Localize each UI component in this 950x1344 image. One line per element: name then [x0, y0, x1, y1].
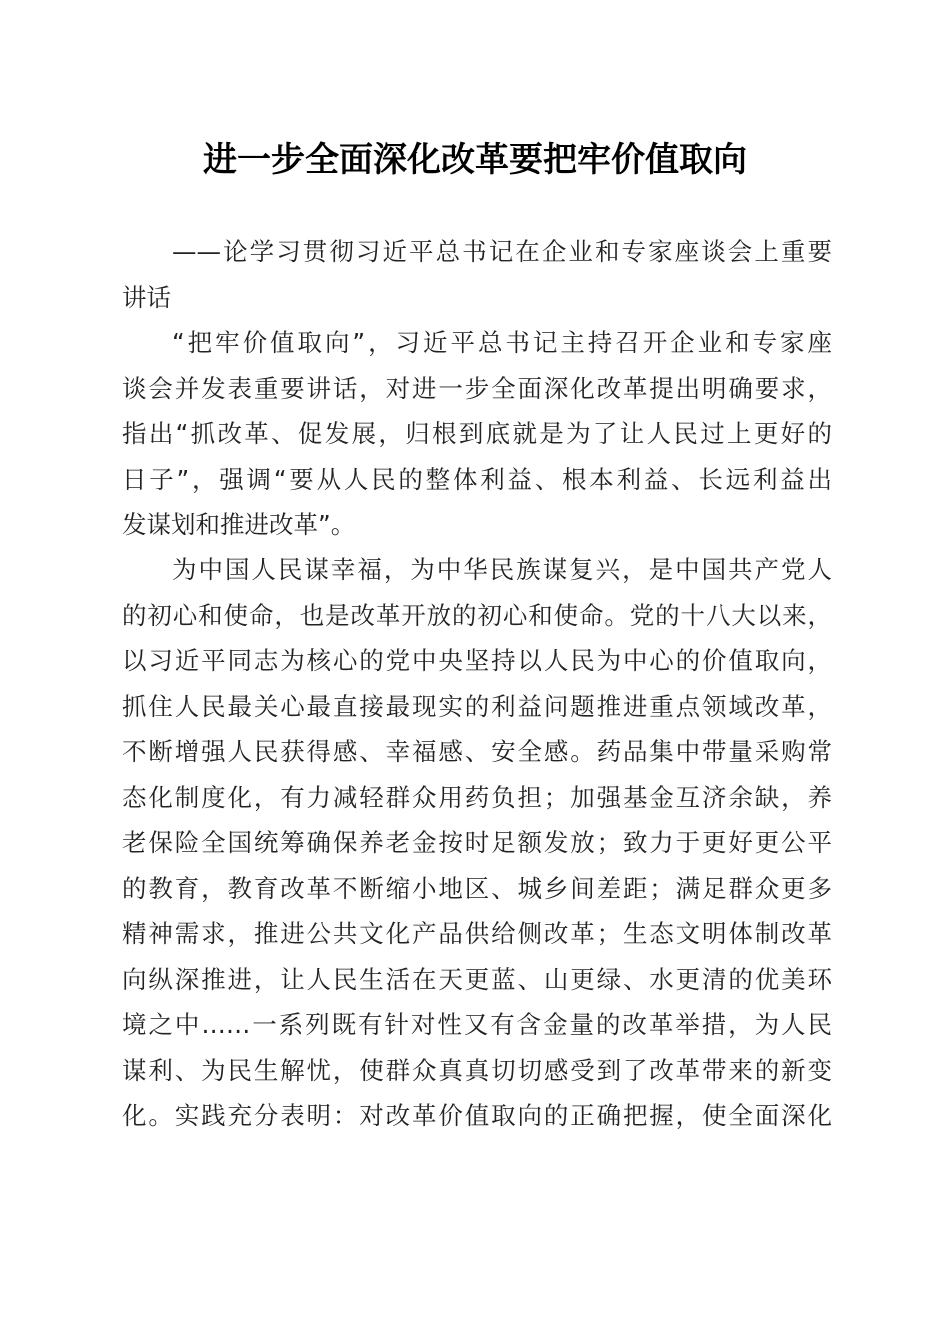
paragraph-line: 日子”，强调“要从人民的整体利益、根本利益、长远利益出 — [122, 464, 832, 494]
subtitle-line: ——论学习贯彻习近平总书记在企业和专家座谈会上重要 — [172, 237, 832, 266]
paragraph-line: 以习近平同志为核心的党中央坚持以人民为中心的价值取向， — [122, 646, 832, 675]
paragraph-line: 态化制度化，有力减轻群众用药负担；加强基金互济余缺，养 — [122, 782, 832, 812]
subtitle-line: 讲话 — [122, 282, 171, 312]
paragraph-line: 指出“抓改革、促发展，归根到底就是为了让人民过上更好的 — [122, 419, 832, 448]
paragraph-line: 的教育，教育改革不断缩小地区、城乡间差距；满足群众更多 — [122, 873, 832, 903]
paragraph-line: 境之中……一系列既有针对性又有含金量的改革举措，为人民 — [122, 1010, 832, 1039]
paragraph-1 — [122, 320, 832, 548]
paragraph-line: 的初心和使命，也是改革开放的初心和使命。党的十八大以来， — [122, 600, 832, 630]
document-title: 进一步全面深化改革要把牢价值取向 — [203, 140, 747, 180]
paragraph-line: “把牢价值取向”，习近平总书记主持召开企业和专家座 — [172, 328, 832, 357]
subtitle — [122, 229, 832, 320]
paragraph-line: 老保险全国统筹确保养老金按时足额发放；致力于更好更公平 — [122, 828, 832, 857]
paragraph-line: 精神需求，推进公共文化产品供给侧改革；生态文明体制改革 — [122, 919, 832, 948]
paragraph-line: 为中国人民谋幸福，为中华民族谋复兴，是中国共产党人 — [172, 555, 832, 584]
paragraph-line: 谈会并发表重要讲话，对进一步全面深化改革提出明确要求， — [122, 373, 832, 403]
paragraph-line: 抓住人民最关心最直接最现实的利益问题推进重点领域改革， — [122, 691, 832, 721]
paragraph-line: 不断增强人民获得感、幸福感、安全感。药品集中带量采购常 — [122, 737, 832, 766]
paragraph-line: 发谋划和推进改革”。 — [122, 510, 356, 539]
paragraph-line: 谋利、为民生解忧，使群众真真切切感受到了改革带来的新变 — [122, 1055, 832, 1085]
paragraph-line: 化。实践充分表明：对改革价值取向的正确把握，使全面深化 — [122, 1101, 832, 1130]
paragraph-2 — [122, 547, 832, 1139]
paragraph-line: 向纵深推进，让人民生活在天更蓝、山更绿、水更清的优美环 — [122, 964, 832, 994]
